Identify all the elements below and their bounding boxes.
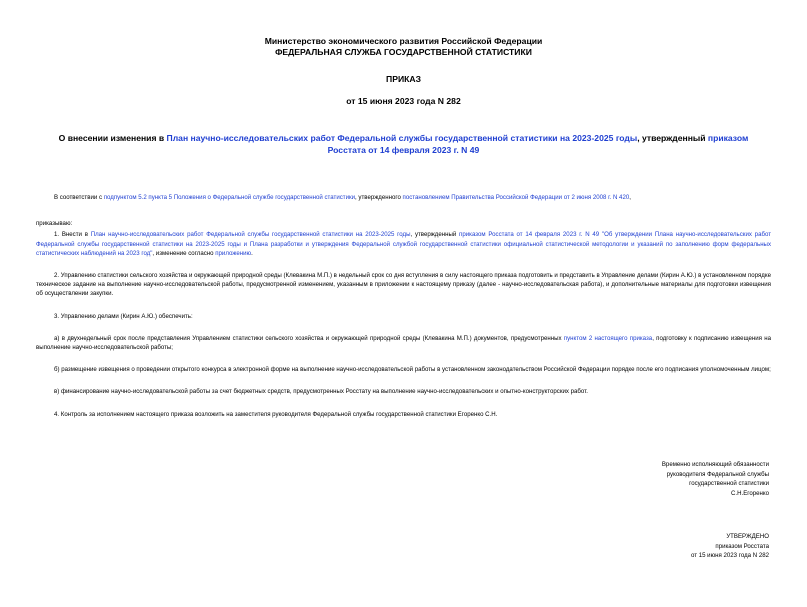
item-2-paragraph: 2. Управлению статистики сельского хозяйства и окружающей природной среды (Клевакина М.П.) в недельный срок со дня вступления в силу настоящего приказа подготовить и представить в Управление делами (Кирин А.Ю.) в установленном порядке техническое задание на выполнение научно-исследовательской работы, предусмотренной изменением, указанным в приложении к настоящему приказу (далее - научно-исследовательская работа), и дополнительные материалы для подготовки извещения об осуществлении закупки. <box>36 272 771 298</box>
title-text-1: О внесении изменения в <box>58 133 167 143</box>
ministry-name: Министерство экономического развития Российской Федерации <box>264 36 543 46</box>
item-1-link-appendix[interactable]: приложению <box>215 249 252 257</box>
service-name: ФЕДЕРАЛЬНАЯ СЛУЖБА ГОСУДАРСТВЕННОЙ СТАТИСТИКИ <box>275 47 532 57</box>
approved-title: УТВЕРЖДЕНО <box>726 533 769 540</box>
document-body <box>36 193 771 419</box>
preamble-text-1: В соответствии с <box>54 194 104 201</box>
item-1-text-2: , утвержденный <box>410 231 460 239</box>
item-3c-paragraph: в) финансирование научно-исследовательской работы за счет бюджетных средств, предусмотренных Росстату на выполнение научно-исследовательских и опытно-конструкторских работ. <box>54 388 588 396</box>
item-3b-paragraph: б) размещение извещения о проведении открытого конкурса в электронной форме на выполнение научно-исследовательской работы в установленном законодательством Российской Федерации порядке после его подписания уполномоченным лицом; <box>54 366 771 374</box>
signature-line-1: Временно исполняющий обязанности <box>661 461 769 468</box>
signature-block <box>662 460 769 498</box>
preamble-link-decree[interactable]: постановлением Правительства Российской Федерации от 2 июня 2008 г. N 420 <box>402 194 630 201</box>
item-3a-paragraph <box>36 334 771 352</box>
item-3-paragraph: 3. Управлению делами (Кирин А.Ю.) обеспечить: <box>54 312 193 320</box>
preamble-paragraph <box>36 193 771 202</box>
approved-block <box>691 532 769 561</box>
orders-word: приказываю: <box>36 220 73 228</box>
document-title <box>46 132 761 156</box>
item-4-paragraph: 4. Контроль за исполнением настоящего приказа возложить на заместителя руководителя Федеральной службы государственной статистики Егоренко С.Н. <box>54 410 498 418</box>
item-1-paragraph <box>36 230 771 258</box>
preamble-text-2: , утвержденного <box>355 194 403 201</box>
title-text-2: , утвержденный <box>637 133 708 143</box>
item-1-text-1: 1. Внести в <box>54 231 91 239</box>
item-3a-text-2: , подготовку к подписанию извещения на выполнение научно-исследовательской работы; <box>36 334 772 352</box>
signature-name: С.Н.Егоренко <box>731 489 769 497</box>
order-date: от 15 июня 2023 года N 282 <box>346 96 461 106</box>
title-link-order[interactable]: приказом Росстата от 14 февраля 2023 г. N 49 <box>327 133 749 155</box>
item-1-link-order[interactable]: приказом Росстата от 14 февраля 2023 г. N 49 "Об утверждении Плана научно-исследовательских работ Федеральной службы государственной статистики на 2023-2025 годы и Плана разработки и утверждения Федеральной службой государственной статистики официальной статистической методологии и указаний по заполнению форм федеральных статистических наблюдений на 2023 год" <box>36 231 771 257</box>
item-1-text-4: . <box>251 249 253 257</box>
item-3a-text-1: а) в двухнедельный срок после представления Управлением статистики сельского хозяйства и окружающей природной среды (Клевакина М.П.) документов, предусмотренных <box>54 334 564 342</box>
preamble-text-3: , <box>629 194 631 201</box>
document-page <box>0 36 807 607</box>
approved-line-3: от 15 июня 2023 года N 282 <box>690 552 769 559</box>
item-3a-link-point2[interactable]: пунктом 2 настоящего приказа <box>563 334 653 342</box>
order-word: ПРИКАЗ <box>386 74 421 84</box>
preamble-link-regulation[interactable]: подпунктом 5.2 пункта 5 Положения о Федеральной службе государственной статистики <box>103 194 356 201</box>
title-link-plan[interactable]: План научно-исследовательских работ Федеральной службы государственной статистики на 2023-2025 годы <box>166 133 638 143</box>
signature-line-2: руководителя Федеральной службы <box>666 470 769 478</box>
item-1-link-plan[interactable]: План научно-исследовательских работ Федеральной службы государственной статистики на 2023-2025 годы <box>90 231 411 239</box>
approved-line-2: приказом Росстата <box>715 542 769 550</box>
item-1-text-3: , изменение согласно <box>152 249 216 257</box>
signature-line-3: государственной статистики <box>689 480 769 487</box>
